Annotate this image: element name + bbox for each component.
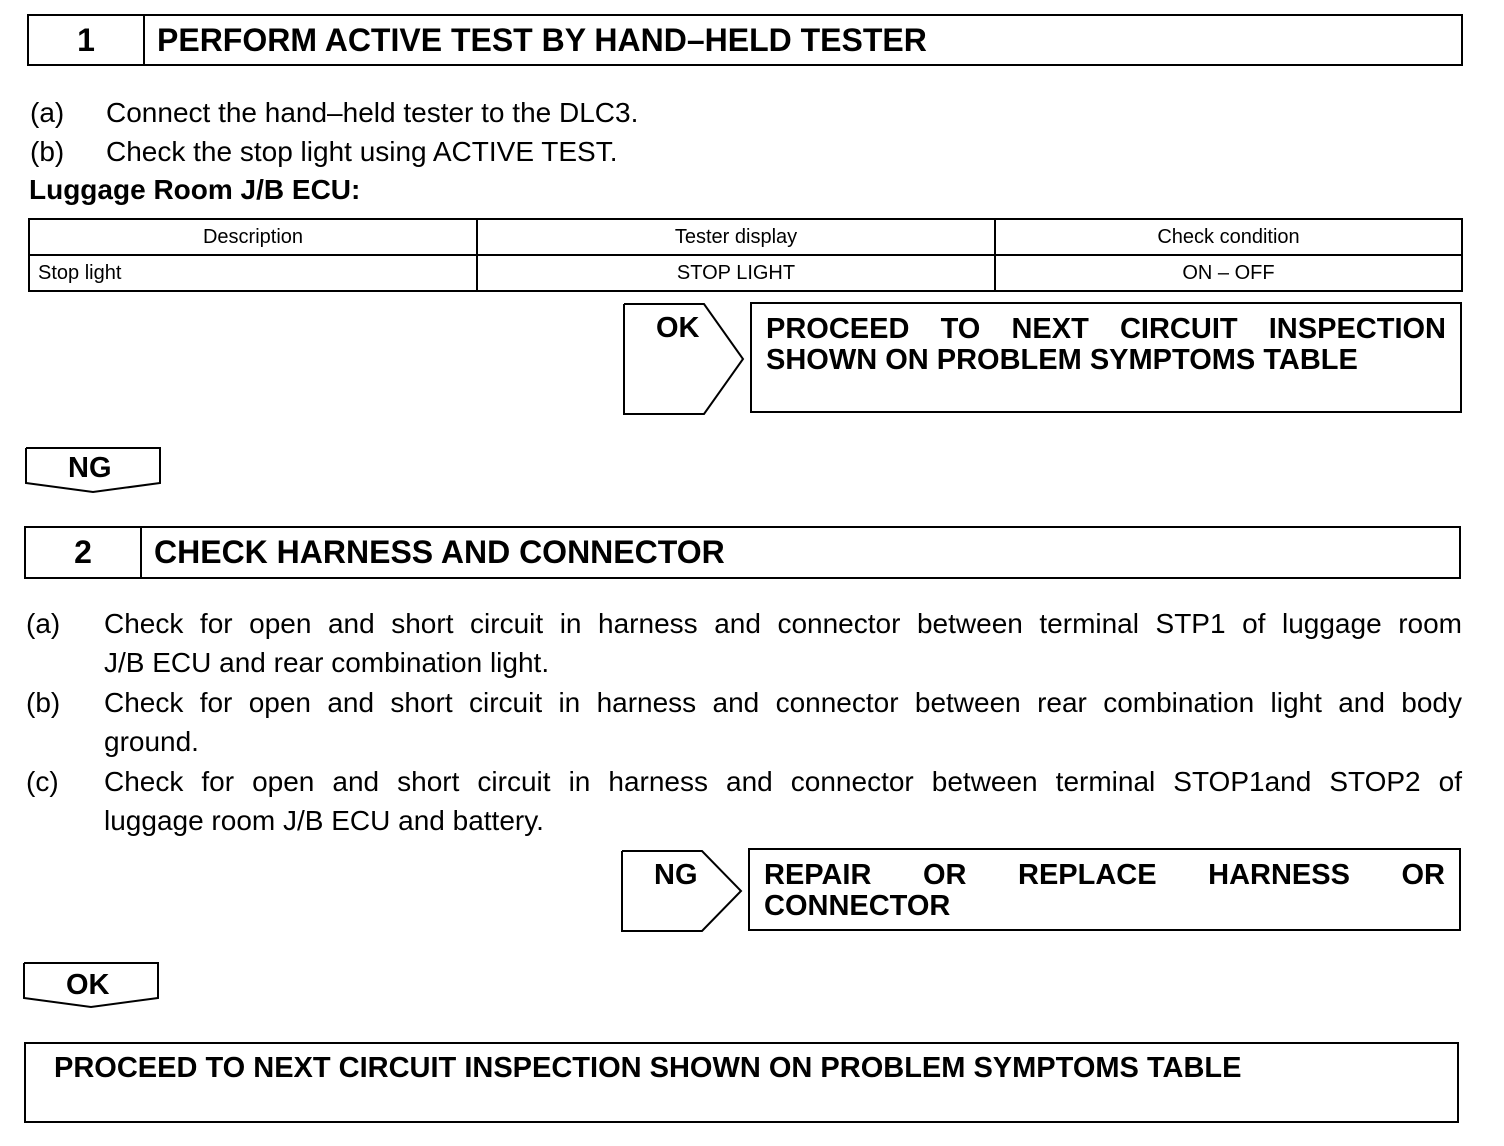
result-line: PROCEED TO NEXT CIRCUIT INSPECTION SHOWN ON PROBLEM SYMPTOMS TABLE bbox=[54, 1052, 1242, 1084]
step-2-title: CHECK HARNESS AND CONNECTOR bbox=[154, 534, 725, 570]
ok-label: OK bbox=[66, 969, 110, 1001]
step-1-title: PERFORM ACTIVE TEST BY HAND–HELD TESTER bbox=[157, 21, 927, 58]
table-header-cell: Check condition bbox=[995, 219, 1462, 255]
table-header-row bbox=[29, 219, 1462, 255]
final-result-box bbox=[24, 1042, 1459, 1123]
step-1-ok-result bbox=[750, 302, 1462, 413]
step-2-ng-arrow bbox=[620, 849, 746, 933]
step-1-number: 1 bbox=[29, 16, 145, 64]
result-line: PROCEED TO NEXT CIRCUIT INSPECTION bbox=[766, 313, 1446, 345]
step-2-number: 2 bbox=[26, 528, 142, 577]
table-header-cell: Description bbox=[29, 219, 477, 255]
item-text: J/B ECU and rear combination light. bbox=[104, 647, 550, 678]
step-2-item-a bbox=[26, 604, 1462, 684]
step-1-item-a bbox=[30, 93, 1460, 132]
active-test-table bbox=[28, 218, 1463, 292]
ecu-subheading: Luggage Room J/B ECU: bbox=[29, 174, 361, 205]
item-text: Check the stop light using ACTIVE TEST. bbox=[106, 136, 618, 167]
item-text: Connect the hand–held tester to the DLC3. bbox=[106, 97, 639, 128]
result-line: CONNECTOR bbox=[764, 890, 951, 922]
table-cell: STOP LIGHT bbox=[477, 255, 995, 291]
item-letter: (c) bbox=[26, 766, 59, 797]
step-2-header bbox=[24, 526, 1461, 579]
item-letter: (a) bbox=[26, 608, 61, 639]
result-line: REPAIR OR REPLACE HARNESS OR bbox=[764, 859, 1445, 891]
ng-label: NG bbox=[68, 452, 112, 484]
table-cell: Stop light bbox=[29, 255, 477, 291]
step-2-ok-tab bbox=[22, 961, 162, 1011]
step-1-ng-tab bbox=[24, 446, 164, 496]
ok-label: OK bbox=[656, 312, 700, 344]
step-2-item-c bbox=[26, 762, 1462, 842]
item-text: Check for open and short circuit in harness and connector between terminal STP1 of luggage room bbox=[104, 608, 1462, 639]
step-2-ng-result bbox=[748, 848, 1461, 931]
item-text: Check for open and short circuit in harness and connector between rear combination light and body bbox=[104, 687, 1462, 718]
item-letter: (a) bbox=[30, 97, 65, 128]
table-cell: ON – OFF bbox=[995, 255, 1462, 291]
result-line: SHOWN ON PROBLEM SYMPTOMS TABLE bbox=[766, 344, 1358, 376]
item-letter: (b) bbox=[26, 687, 61, 718]
item-text: luggage room J/B ECU and battery. bbox=[104, 805, 544, 836]
step-1-ok-arrow bbox=[622, 302, 748, 416]
ng-label: NG bbox=[654, 859, 698, 891]
step-1-item-b bbox=[30, 132, 1460, 171]
item-text: ground. bbox=[104, 726, 199, 757]
step-1-header bbox=[27, 14, 1463, 66]
table-header-cell: Tester display bbox=[477, 219, 995, 255]
step-2-item-b bbox=[26, 683, 1462, 763]
item-letter: (b) bbox=[30, 136, 65, 167]
item-text: Check for open and short circuit in harness and connector between terminal STOP1and STOP2 of bbox=[104, 766, 1462, 797]
table-row bbox=[29, 255, 1462, 291]
